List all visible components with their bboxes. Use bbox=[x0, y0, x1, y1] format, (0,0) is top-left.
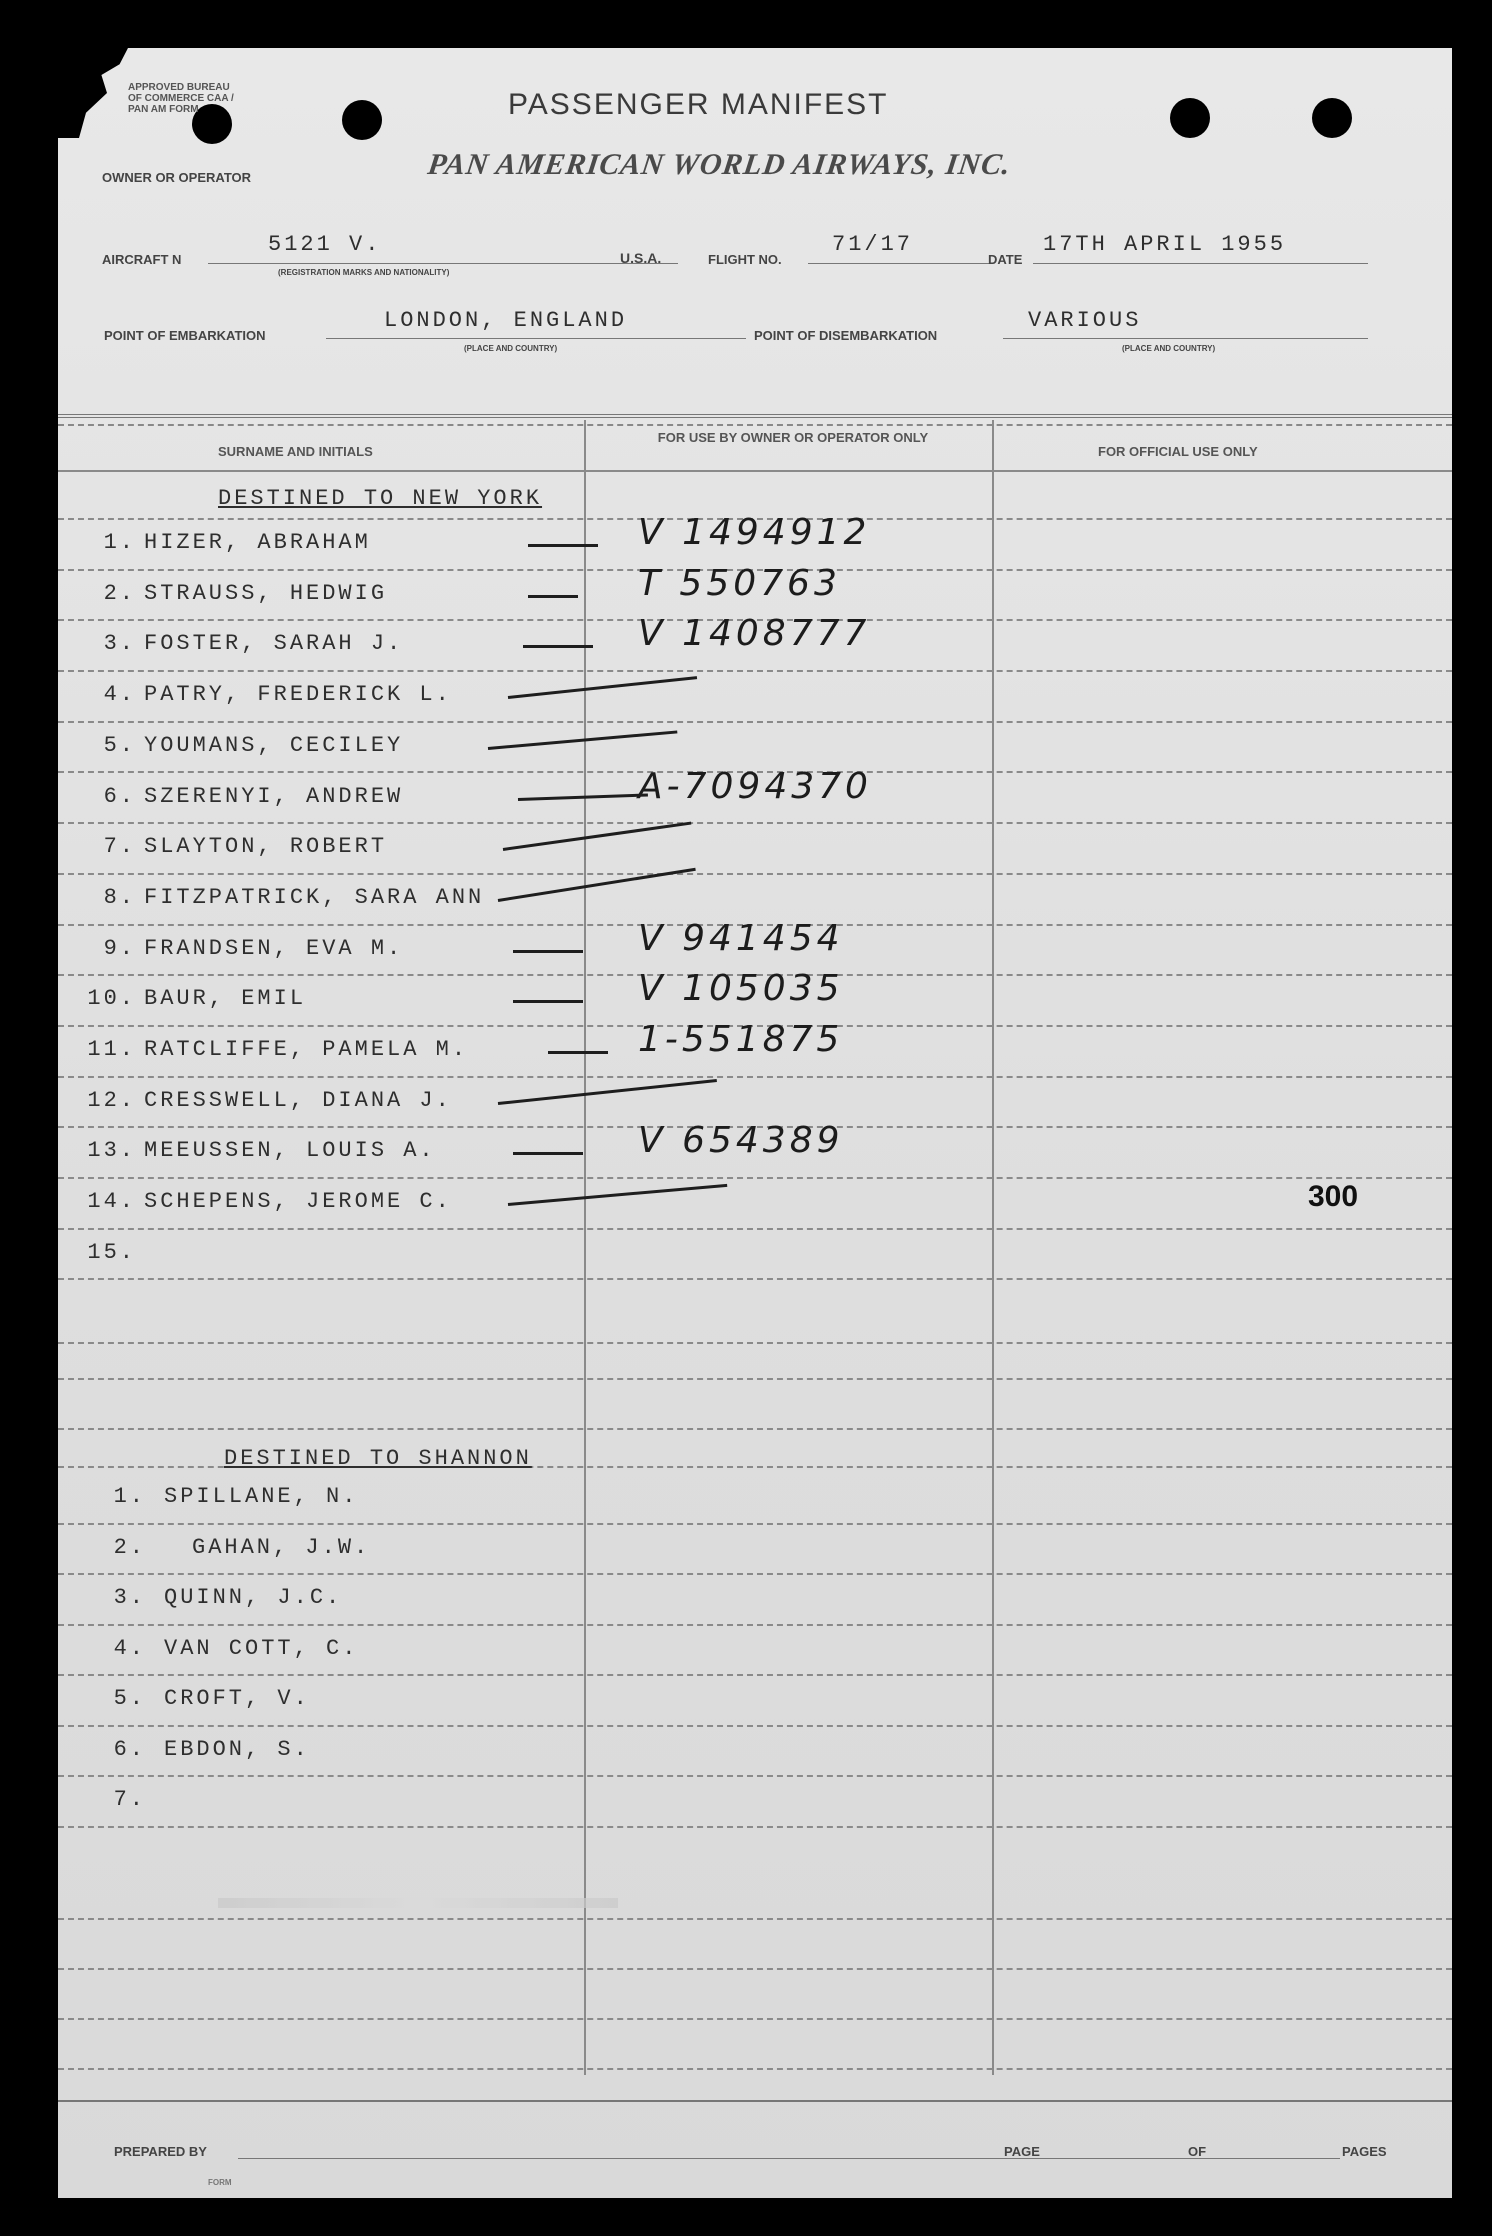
manifest-sheet bbox=[58, 48, 1452, 2198]
row-number: 1. bbox=[113, 1484, 146, 1509]
table-row bbox=[58, 1628, 1452, 1679]
punch-hole-3 bbox=[1170, 98, 1210, 138]
row-number: 13. bbox=[87, 1138, 136, 1164]
passenger-name: MEEUSSEN, LOUIS A. bbox=[144, 1138, 436, 1164]
table-row bbox=[58, 1181, 1452, 1232]
table-row bbox=[58, 1476, 1452, 1527]
table-row bbox=[58, 613, 1452, 674]
passenger-name: FOSTER, SARAH J. bbox=[144, 631, 404, 657]
passenger-name: EBDON, S. bbox=[164, 1736, 310, 1762]
document-number: V 941454 bbox=[638, 917, 844, 959]
usa-label: U.S.A. bbox=[620, 250, 662, 266]
flight-label: FLIGHT NO. bbox=[708, 252, 782, 267]
passenger-name: HIZER, ABRAHAM bbox=[144, 530, 371, 555]
page-label: PAGE bbox=[1004, 2144, 1040, 2159]
row-number: 2. bbox=[113, 1534, 146, 1560]
disembarkation-caption: (PLACE AND COUNTRY) bbox=[1122, 344, 1216, 353]
pen-stroke bbox=[523, 645, 593, 648]
owner-label: OWNER OR OPERATOR bbox=[102, 170, 252, 185]
passenger-name: FRANDSEN, EVA M. bbox=[144, 935, 404, 961]
row-number: 8. bbox=[103, 884, 136, 910]
faint-smudge bbox=[218, 1898, 618, 1908]
row-number: 6. bbox=[103, 783, 136, 809]
prepared-label: PREPARED BY bbox=[114, 2144, 207, 2159]
registration-caption: (REGISTRATION MARKS AND NATIONALITY) bbox=[278, 268, 450, 277]
row-number: 4. bbox=[113, 1635, 146, 1661]
row-number: 5. bbox=[103, 732, 136, 758]
passenger-name: STRAUSS, HEDWIG bbox=[144, 580, 388, 606]
table-row bbox=[58, 826, 1452, 877]
table-row bbox=[58, 1577, 1452, 1628]
disembarkation-value: VARIOUS bbox=[1028, 308, 1142, 333]
passenger-name: SCHEPENS, JEROME C. bbox=[144, 1189, 452, 1215]
date-value: 17TH APRIL 1955 bbox=[1043, 232, 1287, 257]
table-row bbox=[58, 1120, 1452, 1181]
disembarkation-label: POINT OF DISEMBARKATION bbox=[754, 328, 938, 343]
table-row bbox=[58, 674, 1452, 725]
col-official: FOR OFFICIAL USE ONLY bbox=[1098, 444, 1258, 459]
form-title: PASSENGER MANIFEST bbox=[508, 88, 889, 121]
table-row bbox=[58, 1678, 1452, 1729]
row-number: 1. bbox=[103, 530, 136, 555]
document-number: 1-551875 bbox=[638, 1019, 844, 1060]
passenger-name: CROFT, V. bbox=[164, 1686, 310, 1711]
col-surname: SURNAME AND INITIALS bbox=[218, 444, 373, 459]
row-number: 12. bbox=[87, 1087, 136, 1113]
table-row bbox=[58, 1232, 1452, 1283]
pen-stroke bbox=[513, 1000, 583, 1003]
row-number: 9. bbox=[103, 935, 136, 961]
row-number: 4. bbox=[103, 682, 136, 708]
passenger-name: FITZPATRICK, SARA ANN bbox=[144, 884, 485, 910]
table-row bbox=[58, 765, 1452, 827]
passenger-name: SZERENYI, ANDREW bbox=[144, 783, 404, 809]
row-number: 7. bbox=[103, 834, 136, 860]
section2-heading: DESTINED TO SHANNON bbox=[224, 1446, 532, 1471]
col-owner-use: FOR USE BY OWNER OR OPERATOR ONLY bbox=[657, 430, 929, 445]
row-number: 3. bbox=[113, 1585, 146, 1610]
aircraft-value: 5121 V. bbox=[268, 232, 382, 257]
table-row bbox=[58, 1779, 1452, 1830]
embarkation-value: LONDON, ENGLAND bbox=[384, 308, 628, 333]
pen-stroke bbox=[513, 950, 583, 953]
aircraft-label: AIRCRAFT N bbox=[102, 252, 182, 267]
passenger-name: SLAYTON, ROBERT bbox=[144, 834, 388, 860]
pen-stroke bbox=[513, 1152, 583, 1155]
passenger-name: CRESSWELL, DIANA J. bbox=[144, 1087, 452, 1113]
pen-stroke bbox=[528, 544, 598, 547]
torn-corner bbox=[58, 48, 128, 138]
of-label: OF bbox=[1188, 2144, 1207, 2159]
document-number: V 105035 bbox=[638, 968, 844, 1010]
section1-heading: DESTINED TO NEW YORK bbox=[218, 486, 543, 511]
punch-hole-4 bbox=[1312, 98, 1352, 138]
table-row bbox=[58, 1527, 1452, 1578]
document-number: V 1494912 bbox=[638, 512, 871, 553]
row-number: 15. bbox=[87, 1239, 136, 1265]
document-number: T 550763 bbox=[638, 562, 841, 604]
row-number: 2. bbox=[103, 580, 136, 606]
passenger-name: YOUMANS, CECILEY bbox=[144, 732, 404, 758]
table-row bbox=[58, 1729, 1452, 1780]
approval-stamp: APPROVED BUREAU OF COMMERCE CAA / PAN AM FORM bbox=[128, 82, 234, 115]
document-number: V 654389 bbox=[638, 1120, 844, 1162]
row-number: 6. bbox=[113, 1736, 146, 1762]
row-number: 5. bbox=[113, 1686, 146, 1711]
flight-value: 71/17 bbox=[832, 232, 914, 257]
document-number: V 1408777 bbox=[638, 613, 871, 655]
date-label: DATE bbox=[988, 252, 1023, 267]
official-note: 300 bbox=[1308, 1180, 1359, 1213]
embarkation-label: POINT OF EMBARKATION bbox=[104, 328, 266, 343]
row-number: 10. bbox=[87, 986, 136, 1012]
row-number: 7. bbox=[113, 1787, 146, 1812]
passenger-name: BAUR, EMIL bbox=[144, 986, 307, 1012]
passenger-name: VAN COTT, C. bbox=[164, 1635, 359, 1661]
row-number: 14. bbox=[87, 1189, 136, 1215]
passenger-name: RATCLIFFE, PAMELA M. bbox=[144, 1037, 469, 1062]
document-number: A-7094370 bbox=[638, 765, 872, 807]
row-number: 3. bbox=[103, 631, 136, 657]
pages-label: PAGES bbox=[1342, 2144, 1387, 2159]
passenger-name: SPILLANE, N. bbox=[164, 1484, 359, 1509]
passenger-name: PATRY, FREDERICK L. bbox=[144, 682, 452, 708]
passenger-name: GAHAN, J.W. bbox=[192, 1534, 371, 1560]
table-row bbox=[58, 1019, 1452, 1080]
punch-hole-2 bbox=[342, 100, 382, 140]
pen-stroke bbox=[528, 595, 578, 598]
passenger-name: QUINN, J.C. bbox=[164, 1585, 343, 1610]
operator-name: PAN AMERICAN WORLD AIRWAYS, INC. bbox=[425, 148, 1014, 181]
row-number: 11. bbox=[87, 1037, 136, 1062]
embarkation-caption: (PLACE AND COUNTRY) bbox=[464, 344, 558, 353]
pen-stroke bbox=[548, 1051, 608, 1054]
footer-faint: FORM bbox=[208, 2178, 232, 2187]
